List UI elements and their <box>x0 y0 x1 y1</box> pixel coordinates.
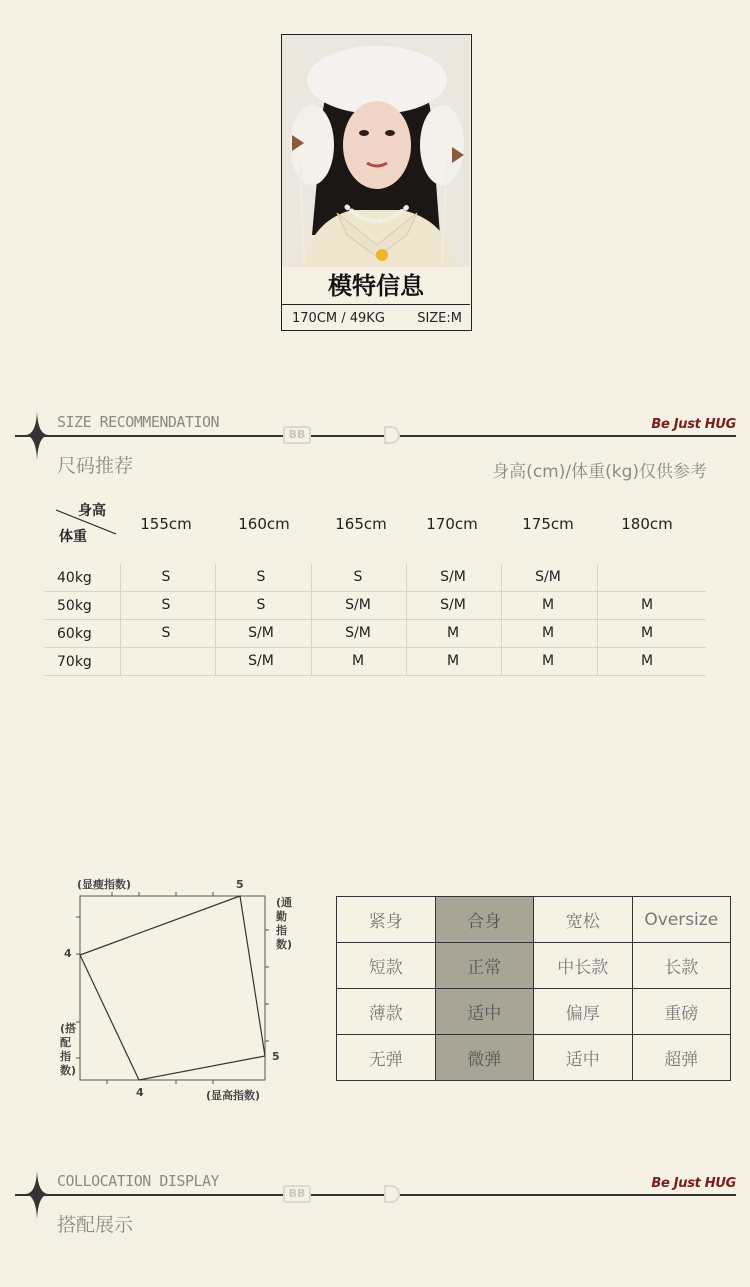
size-cell: S <box>161 597 171 613</box>
weight-label: 70kg <box>57 654 92 670</box>
fit-index-radar <box>55 870 295 1110</box>
weight-label: 60kg <box>57 626 92 642</box>
height-header: 170cm <box>426 515 478 533</box>
bb-logo-mark: BB <box>283 426 311 444</box>
size-cell: M <box>351 653 365 669</box>
height-header: 175cm <box>522 515 574 533</box>
size-cell: S <box>256 569 266 585</box>
bb-logo-mark: BB <box>283 1185 311 1203</box>
size-cell: S/M <box>440 597 466 613</box>
brand-logo: Be Just HUG <box>651 1176 736 1191</box>
size-cell: M <box>541 597 555 613</box>
attr-cell-selected: 合身 <box>435 897 534 943</box>
radar-label-slim: (显瘦指数) <box>77 878 132 891</box>
size-table-corner <box>54 500 106 546</box>
model-photo <box>282 35 470 267</box>
attribute-row-stretch <box>337 1035 731 1081</box>
attr-cell: 偏厚 <box>534 989 633 1035</box>
section-divider <box>15 1194 736 1196</box>
table-row <box>44 648 706 676</box>
size-cell: M <box>541 625 555 641</box>
table-divider <box>597 564 598 676</box>
size-cell: S/M <box>248 653 274 669</box>
table-divider <box>120 564 121 676</box>
radar-value-slim: 5 <box>236 878 244 891</box>
attr-cell: 短款 <box>337 943 436 989</box>
attr-cell: 重磅 <box>632 989 731 1035</box>
attr-cell: 无弹 <box>337 1035 436 1081</box>
size-cell: M <box>640 597 654 613</box>
size-cell: S <box>161 625 171 641</box>
radar-plot <box>55 870 295 1110</box>
size-cell: S/M <box>535 569 561 585</box>
section-title-en: SIZE RECOMMENDATION <box>57 413 220 431</box>
weight-label: 40kg <box>57 570 92 586</box>
size-cell: S/M <box>345 597 371 613</box>
size-cell: S/M <box>248 625 274 641</box>
table-divider <box>406 564 407 676</box>
size-cell: M <box>446 625 460 641</box>
size-cell: M <box>640 625 654 641</box>
brand-logo: Be Just HUG <box>651 417 736 432</box>
radar-label-commute: (通勤指数) <box>276 896 293 951</box>
attr-cell: 超弹 <box>632 1035 731 1081</box>
height-header: 180cm <box>621 515 673 533</box>
attribute-table <box>336 896 731 1081</box>
weight-label: 50kg <box>57 598 92 614</box>
sparkle-icon <box>24 1167 50 1227</box>
model-size: SIZE:M <box>417 311 462 326</box>
radar-label-match: (搭配指数) <box>60 1022 77 1077</box>
d-logo-mark <box>384 1185 400 1203</box>
model-info-title: 模特信息 <box>282 267 470 305</box>
attribute-row-length <box>337 943 731 989</box>
table-divider <box>311 564 312 676</box>
d-logo-mark <box>384 426 400 444</box>
attribute-row-fit <box>337 897 731 943</box>
section-divider <box>15 435 736 437</box>
size-note: 身高(cm)/体重(kg)仅供参考 <box>492 462 707 482</box>
size-cell: S <box>256 597 266 613</box>
height-header: 165cm <box>335 515 387 533</box>
table-row <box>44 620 706 648</box>
attr-cell: 适中 <box>534 1035 633 1081</box>
attr-cell: 薄款 <box>337 989 436 1035</box>
size-cell: S/M <box>345 625 371 641</box>
attr-cell-selected: 适中 <box>435 989 534 1035</box>
radar-value-match: 4 <box>64 947 72 960</box>
attr-cell: 中长款 <box>534 943 633 989</box>
size-cell: S <box>161 569 171 585</box>
corner-weight-label: 体重 <box>59 529 87 545</box>
model-height-weight: 170CM / 49KG <box>292 311 385 326</box>
section-title-zh: 搭配展示 <box>57 1214 134 1236</box>
attr-cell: Oversize <box>632 897 731 943</box>
table-row <box>44 592 706 620</box>
attr-cell: 宽松 <box>534 897 633 943</box>
model-meta <box>282 306 470 330</box>
height-header: 155cm <box>140 515 192 533</box>
table-divider <box>501 564 502 676</box>
attr-cell-selected: 正常 <box>435 943 534 989</box>
size-cell: M <box>640 653 654 669</box>
size-cell: S <box>353 569 363 585</box>
attr-cell: 长款 <box>632 943 731 989</box>
attr-cell: 紧身 <box>337 897 436 943</box>
radar-value-commute: 5 <box>272 1050 280 1063</box>
attribute-row-thickness <box>337 989 731 1035</box>
section-title-zh: 尺码推荐 <box>57 455 134 477</box>
collocation-display-header <box>0 1172 750 1252</box>
corner-height-label: 身高 <box>78 503 106 519</box>
table-row <box>44 564 706 592</box>
height-header: 160cm <box>238 515 290 533</box>
radar-value-tall: 4 <box>136 1086 144 1099</box>
sparkle-icon <box>24 408 50 468</box>
radar-shape <box>80 896 265 1080</box>
attr-cell-selected: 微弹 <box>435 1035 534 1081</box>
size-cell: M <box>541 653 555 669</box>
size-cell: M <box>446 653 460 669</box>
section-title-en: COLLOCATION DISPLAY <box>57 1172 220 1190</box>
radar-label-tall: (显高指数) <box>206 1089 261 1102</box>
model-info-card <box>281 34 472 331</box>
size-cell: S/M <box>440 569 466 585</box>
table-divider <box>215 564 216 676</box>
